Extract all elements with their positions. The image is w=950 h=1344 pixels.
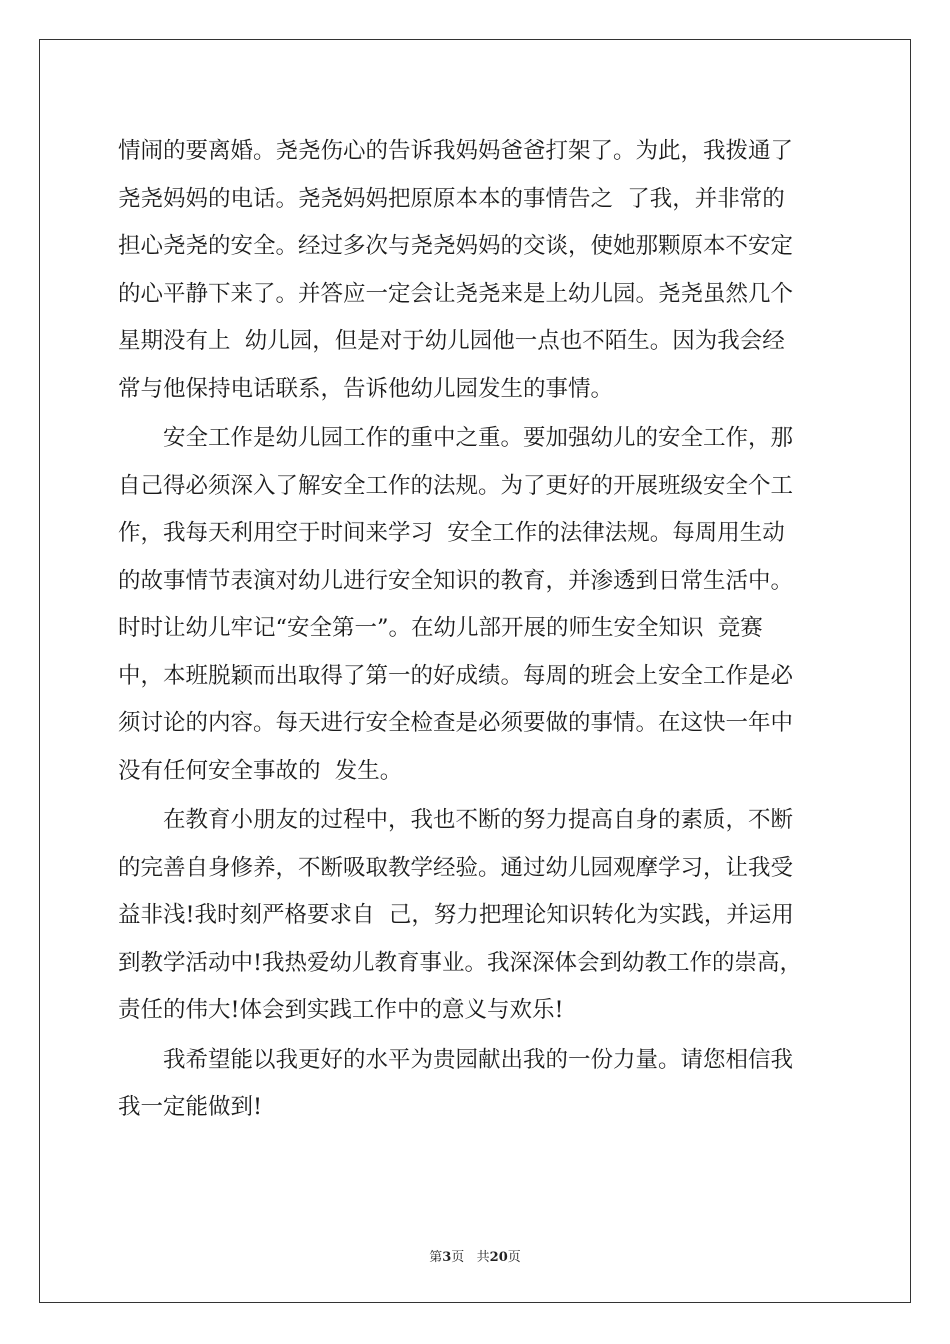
paragraph-2-line: 中，本班脱颖而出取得了第一的好成绩。每周的班会上安全工作是必 xyxy=(118,662,794,689)
paragraph-3-line: 到教学活动中!我热爱幼儿教育事业。我深深体会到幼教工作的崇高， xyxy=(118,949,803,976)
page-footer xyxy=(0,1246,950,1265)
paragraph-3-line: 在教育小朋友的过程中，我也不断的努力提高自身的素质，不断 xyxy=(163,807,794,833)
paragraph-3-line: 的完善自身修养，不断吸取教学经验。通过幼儿园观摩学习，让我受 xyxy=(118,854,794,881)
paragraph-2-line: 的故事情节表演对幼儿进行安全知识的教育，并渗透到日常生活中。 xyxy=(118,567,794,594)
paragraph-2-line: 自己得必须深入了解安全工作的法规。为了更好的开展班级安全个工 xyxy=(118,472,794,499)
footer-total-pages: 20 xyxy=(489,1250,508,1265)
paragraph-2-line: 没有任何安全事故的 发生。 xyxy=(118,757,403,784)
paragraph-4-line: 我希望能以我更好的水平为贵园献出我的一份力量。请您相信我 xyxy=(163,1046,794,1073)
footer-prefix: 第 xyxy=(429,1250,443,1265)
paragraph-3-line: 责任的伟大!体会到实践工作中的意义与欢乐! xyxy=(118,997,564,1023)
footer-mid: 页 共 xyxy=(451,1250,490,1265)
paragraph-1-line: 星期没有上 幼儿园，但是对于幼儿园他一点也不陌生。因为我会经 xyxy=(118,328,785,354)
document-body xyxy=(118,128,838,1132)
paragraph-2-line: 时时让幼儿牢记“安全第一”。在幼儿部开展的师生安全知识 竞赛 xyxy=(118,615,763,641)
paragraph-1-line: 尧尧妈妈的电话。尧尧妈妈把原原本本的事情告之 了我，并非常的 xyxy=(118,185,785,212)
paragraph-3-line: 益非浅!我时刻严格要求自 己，努力把理论知识转化为实践，并运用 xyxy=(118,902,794,928)
footer-current-page: 3 xyxy=(442,1250,452,1265)
paragraph-2-line: 安全工作是幼儿园工作的重中之重。要加强幼儿的安全工作，那 xyxy=(163,425,794,451)
paragraph-1-line: 担心尧尧的安全。经过多次与尧尧妈妈的交谈，使她那颗原本不安定 xyxy=(118,233,794,259)
paragraph-1-line: 的心平静下来了。并答应一定会让尧尧来是上幼儿园。尧尧虽然几个 xyxy=(118,280,794,307)
footer-suffix: 页 xyxy=(507,1250,521,1265)
paragraph-1-line: 情闹的要离婚。尧尧伤心的告诉我妈妈爸爸打架了。为此，我拨通了 xyxy=(118,138,794,164)
paragraph-2-line: 须讨论的内容。每天进行安全检查是必须要做的事情。在这快一年中 xyxy=(118,710,794,736)
paragraph-2-line: 作，我每天利用空于时间来学习 安全工作的法律法规。每周用生动 xyxy=(118,520,785,546)
paragraph-1-line: 常与他保持电话联系，告诉他幼儿园发生的事情。 xyxy=(118,375,614,402)
paragraph-4-line: 我一定能做到! xyxy=(118,1094,263,1120)
